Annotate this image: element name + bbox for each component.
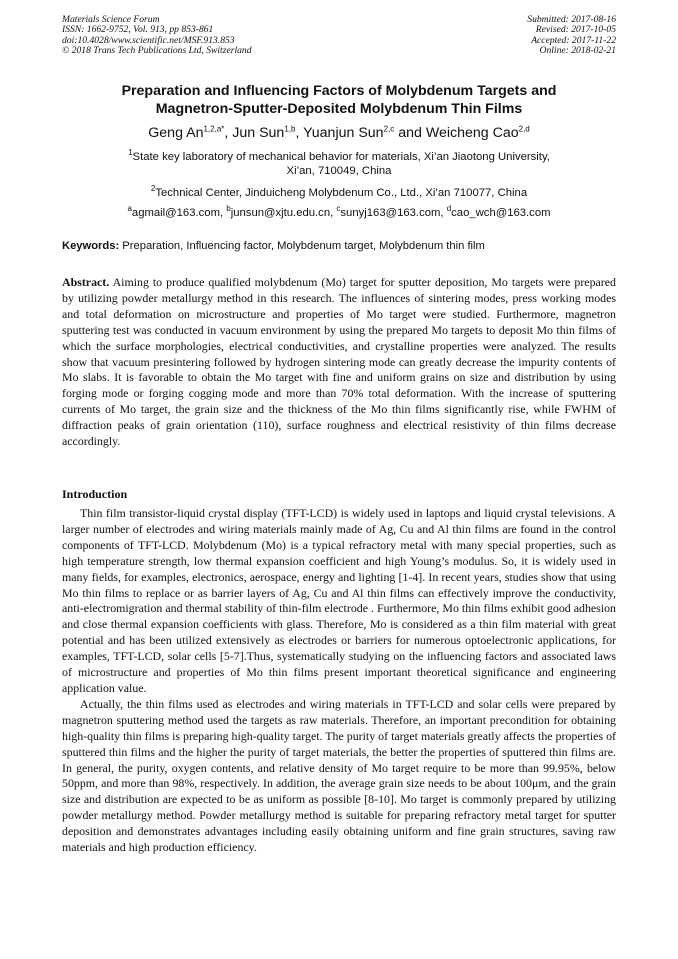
abstract-text: Aiming to produce qualified molybdenum (Mo) target for sputter deposition, Mo targets were prepared by utilizing powder metallurgy method in this research. The influences of sintering modes, press working modes and total deformation on microstructure and properties of Mo target were studied. Furthermore, magnetron sputtering test was conducted in vacuum environment by using the prepared Mo targets to deposit Mo thin films of which the surface morphologies, electrical conductivities, and crystalline properties were analyzed. The results show that vacuum presintering followed by hydrogen sintering mode can greatly decrease the impurity contents of Mo slabs. It is favorable to obtain the Mo target with fine and uniform grains on size and distribution by using forging mode or forging cogging mode and more than 70% total deformation. With the increase of sputtering currents of Mo target, the grain size and the thickness of the Mo thin films significantly rise, while FWHM of diffraction peaks of grain orientation (110), surface roughness and electrical resistivity of thin films decrease accordingly. bbox=[62, 275, 616, 449]
doi: doi:10.4028/www.scientific.net/MSF.913.853 bbox=[62, 34, 235, 46]
affiliation-2-text: Technical Center, Jinduicheng Molybdenum Co., Ltd., Xi’an 710077, China bbox=[155, 187, 528, 199]
affiliation-1-line-1: State key laboratory of mechanical behavior for materials, Xi’an Jiaotong University, bbox=[132, 151, 550, 163]
paper-title bbox=[40, 82, 638, 118]
email-list bbox=[50, 206, 628, 220]
author-2: Jun Sun bbox=[232, 125, 285, 141]
author-2-affil: 1,b bbox=[284, 124, 296, 134]
abstract bbox=[62, 275, 616, 450]
affiliation-1-line-2: Xi’an, 710049, China bbox=[286, 165, 392, 178]
author-sep: , bbox=[224, 125, 233, 141]
introduction-paragraph-1: Thin film transistor-liquid crystal display (TFT-LCD) is widely used in laptops and liquid crystal televisions. A larger number of electrodes and wiring materials mainly made of Ag, Cu and Al thin films are found in the control components of TFT-LCD. Molybdenum (Mo) is a typical refractory metal with many special properties, such as high temperature strength, low thermal expansion coefficient and high Young’s modulus. So, it is widely used in many fields, for examples, electronics, aerospace, energy and lighting [1-4]. In recent years, studies show that using Mo thin films to replace or as barrier layers of Ag, Cu and Al thin films can effectively improve the conductivity, anti-electromigration and thermal stability of thin-film electrode . Furthermore, Mo thin films exhibit good adhesion and close thermal expansion coefficients with glass. Therefore, Mo is considered as a thin film material with great potential and has been utilized extensively as electrodes or barriers for numerous optoelectronic applications, for examples, TFT-LCD, solar cells [5-7].Thus, systematically studying on the influencing factors and associated laws of microstructure and properties of Mo thin films present important theoretical significance and engineering application value. bbox=[62, 506, 616, 695]
journal-name: Materials Science Forum bbox=[62, 14, 160, 25]
author-sep: and bbox=[394, 125, 426, 141]
submitted-date: Submitted: 2017-08-16 bbox=[527, 14, 616, 25]
issn: ISSN: 1662-9752, Vol. 913, pp 853-861 bbox=[62, 24, 214, 36]
email-c[interactable]: sunyj163@163.com, bbox=[340, 207, 447, 219]
author-sep: , bbox=[295, 125, 304, 141]
copyright: © 2018 Trans Tech Publications Ltd, Switzerland bbox=[62, 45, 252, 57]
introduction-heading: Introduction bbox=[62, 487, 128, 501]
email-b[interactable]: junsun@xjtu.edu.cn, bbox=[230, 207, 337, 219]
keywords bbox=[62, 240, 485, 252]
email-d[interactable]: cao_wch@163.com bbox=[451, 207, 551, 219]
email-d-marker: d bbox=[446, 204, 452, 214]
email-b-marker: b bbox=[226, 204, 231, 214]
title-line-1: Preparation and Influencing Factors of Molybdenum Targets and bbox=[121, 83, 557, 99]
abstract-label: Abstract. bbox=[62, 275, 110, 289]
author-3-affil: 2,c bbox=[383, 124, 395, 134]
keywords-label: Keywords: bbox=[62, 240, 120, 252]
dates-header bbox=[527, 15, 616, 57]
introduction-body bbox=[62, 506, 616, 856]
revised-date: Revised: 2017-10-05 bbox=[535, 24, 616, 36]
author-1-affil: 1,2,a* bbox=[203, 124, 225, 134]
author-3: Yuanjun Sun bbox=[303, 125, 384, 141]
email-c-marker: c bbox=[336, 204, 341, 214]
journal-header bbox=[62, 15, 252, 57]
author-1: Geng An bbox=[148, 125, 204, 141]
affiliation-1-marker: 1 bbox=[128, 148, 133, 158]
author-list bbox=[40, 124, 638, 142]
affiliation-2-marker: 2 bbox=[150, 184, 156, 194]
keywords-text: Preparation, Influencing factor, Molybdenum target, Molybdenum thin film bbox=[119, 240, 485, 252]
email-a-marker: a bbox=[127, 204, 132, 214]
accepted-date: Accepted: 2017-11-22 bbox=[531, 34, 616, 46]
title-line-2: Magnetron-Sputter-Deposited Molybdenum Thin Films bbox=[155, 101, 523, 117]
author-4-affil: 2,d bbox=[518, 124, 530, 134]
email-a[interactable]: agmail@163.com, bbox=[131, 207, 227, 219]
online-date: Online: 2018-02-21 bbox=[539, 45, 616, 57]
affiliation-2 bbox=[50, 186, 628, 200]
affiliation-1 bbox=[50, 150, 628, 179]
author-4: Weicheng Cao bbox=[425, 125, 519, 141]
introduction-paragraph-2: Actually, the thin films used as electrodes and wiring materials in TFT-LCD and solar cells were prepared by magnetron sputtering method used the targets as raw materials. Therefore, an important precondition for obtaining high-quality thin films is preparing high-quality target. The purity of target materials greatly affects the properties of sputtered thin films and the higher the purity of target materials, the better the properties of sputtered thin films are. In general, the purity, oxygen contents, and relative density of Mo target require to be more than 99.95%, below 50ppm, and more than 98%, respectively. In addition, the average grain size needs to be about 100μm, and the grain size and distribution are expected to be as uniform as possible [8-10]. Mo target is commonly prepared by utilizing powder metallurgy method. Powder metallurgy method is suitable for preparing refractory metal target for sputter deposition and demonstrates advantages including easily obtaining uniform and fine grain structures, saving raw materials and high production efficiency. bbox=[62, 696, 616, 855]
